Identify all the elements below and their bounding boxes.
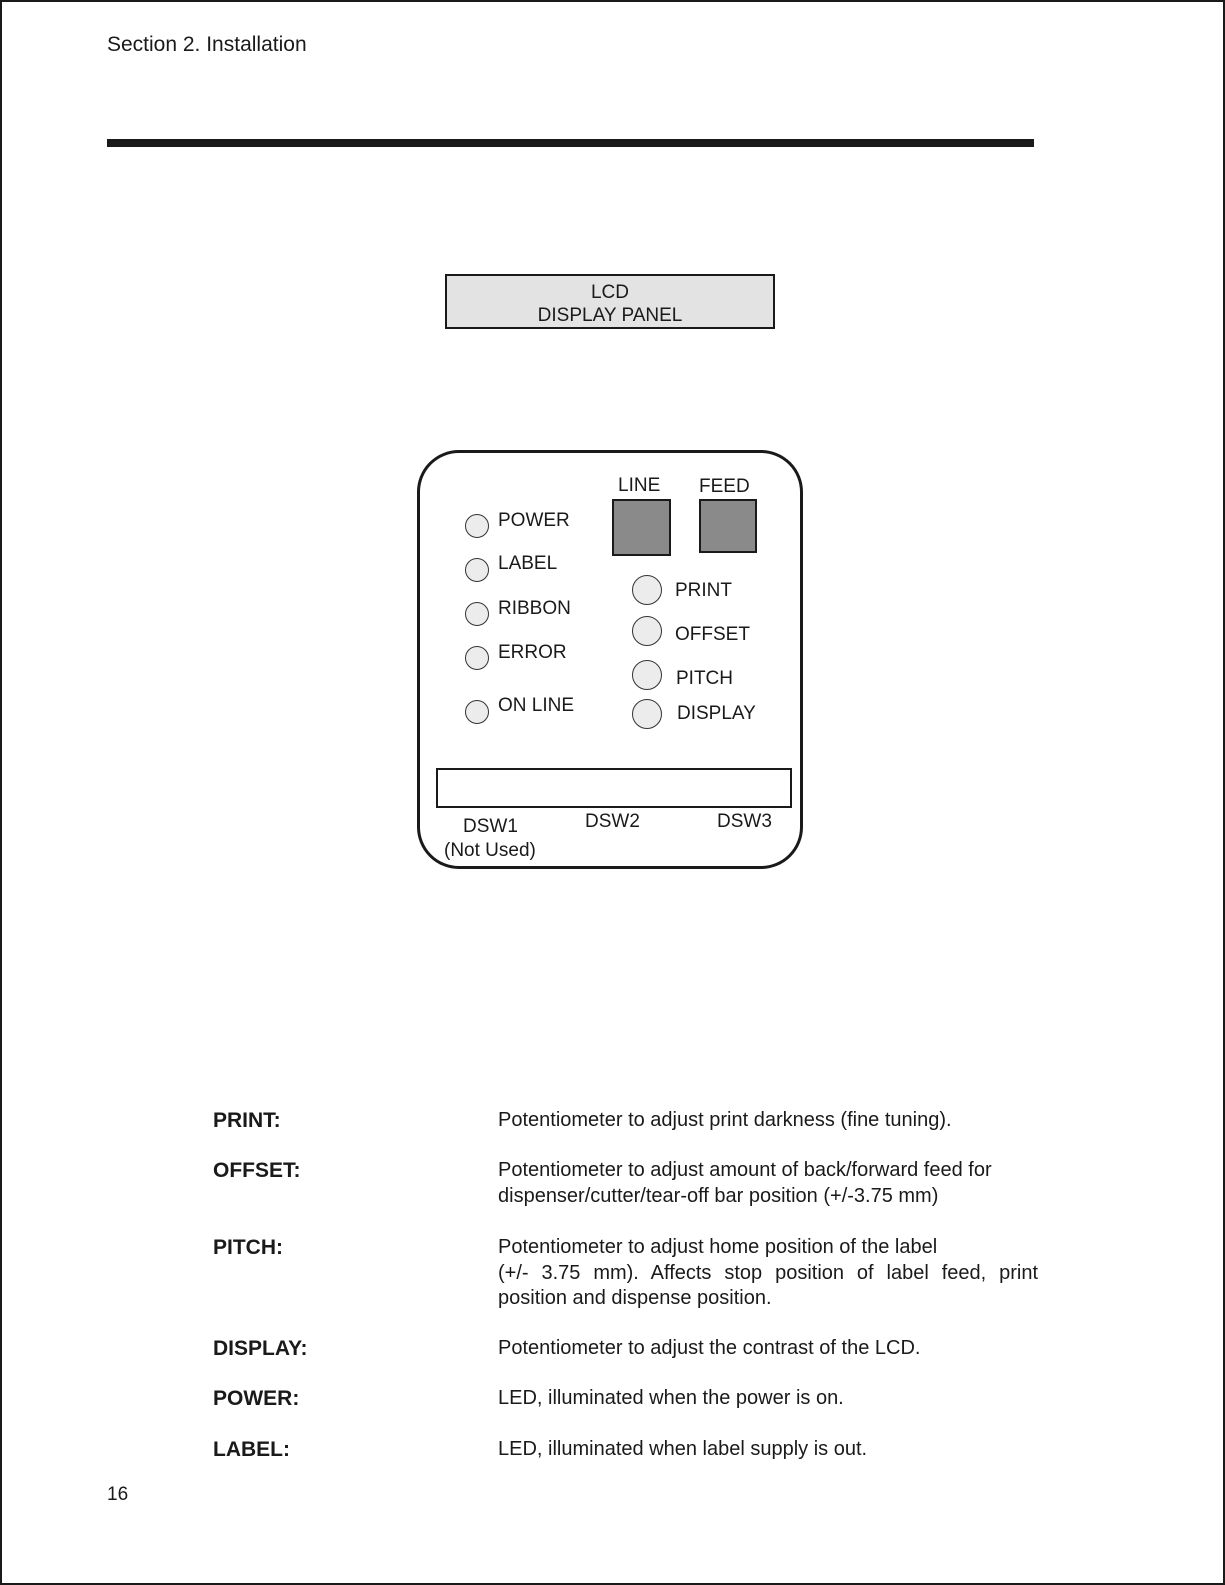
power-led-icon xyxy=(465,514,489,538)
label-led-icon xyxy=(465,558,489,582)
label-led-label: LABEL xyxy=(498,553,558,574)
definition-term: OFFSET: xyxy=(213,1159,301,1182)
definition-description xyxy=(498,1235,1038,1312)
print-pot-icon xyxy=(632,575,662,605)
lcd-display-panel xyxy=(445,274,775,329)
definition-description xyxy=(498,1336,1038,1362)
error-led-label: ERROR xyxy=(498,642,567,663)
description-line: Potentiometer to adjust amount of back/forward feed for xyxy=(498,1159,992,1181)
print-pot-label: PRINT xyxy=(675,580,732,601)
description-line: position and dispense position. xyxy=(498,1287,772,1309)
definition-description xyxy=(498,1386,1038,1412)
description-line: Potentiometer to adjust the contrast of the LCD. xyxy=(498,1337,921,1359)
dsw3-label: DSW3 xyxy=(717,811,772,832)
definition-term: POWER: xyxy=(213,1387,300,1410)
dsw2-label: DSW2 xyxy=(585,811,640,832)
description-line: LED, illuminated when the power is on. xyxy=(498,1387,844,1409)
feed-key-button xyxy=(699,499,757,553)
power-led-label: POWER xyxy=(498,510,570,531)
description-line: Potentiometer to adjust print darkness (fine tuning). xyxy=(498,1109,952,1131)
definition-description xyxy=(498,1108,1038,1134)
feed-key-label: FEED xyxy=(699,476,750,497)
pitch-pot-icon xyxy=(632,660,662,690)
definition-description xyxy=(498,1158,1038,1209)
line-key-button xyxy=(612,499,671,556)
header-rule xyxy=(107,139,1034,147)
online-led-icon xyxy=(465,700,489,724)
definition-term: LABEL: xyxy=(213,1438,290,1461)
ribbon-led-label: RIBBON xyxy=(498,598,571,619)
offset-pot-label: OFFSET xyxy=(675,624,750,645)
display-pot-label: DISPLAY xyxy=(677,703,756,724)
online-led-label: ON LINE xyxy=(498,695,575,716)
definition-term: PITCH: xyxy=(213,1236,283,1259)
display-pot-icon xyxy=(632,699,662,729)
definition-term: DISPLAY: xyxy=(213,1337,308,1360)
lcd-label-line2: DISPLAY PANEL xyxy=(537,305,683,326)
definition-term: PRINT: xyxy=(213,1109,281,1132)
description-line: dispenser/cutter/tear-off bar position (+/-3.75 mm) xyxy=(498,1184,939,1207)
dip-switch-bar xyxy=(436,768,792,808)
error-led-icon xyxy=(465,646,489,670)
description-line: LED, illuminated when label supply is out. xyxy=(498,1438,868,1460)
page-number: 16 xyxy=(107,1484,129,1505)
ribbon-led-icon xyxy=(465,602,489,626)
dsw1-label: DSW1 xyxy=(463,816,518,837)
description-line: (+/- 3.75 mm). Affects stop position of label feed, print xyxy=(498,1261,1038,1284)
lcd-label-line1: LCD xyxy=(590,282,629,303)
definition-description xyxy=(498,1437,1038,1463)
pitch-pot-label: PITCH xyxy=(676,668,733,689)
section-header: Section 2. Installation xyxy=(107,33,307,56)
line-key-label: LINE xyxy=(618,475,661,496)
dsw1-note: (Not Used) xyxy=(444,840,536,861)
offset-pot-icon xyxy=(632,616,662,646)
description-line: Potentiometer to adjust home position of the label xyxy=(498,1236,938,1258)
